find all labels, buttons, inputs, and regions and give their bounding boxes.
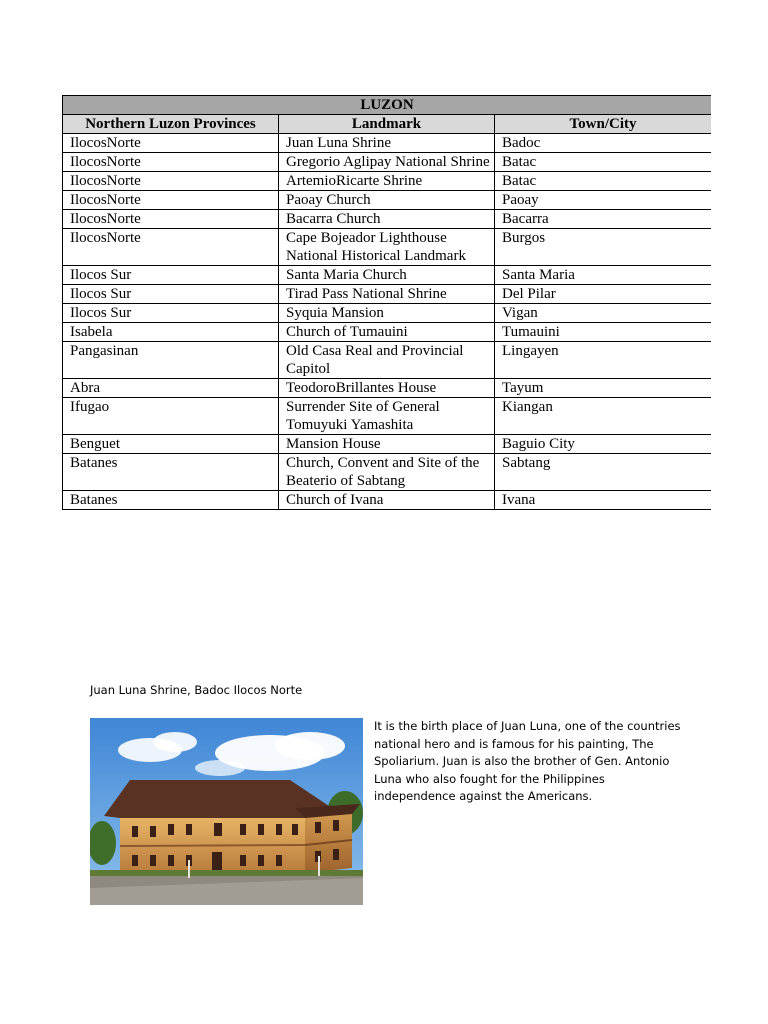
cell-province: Batanes [63, 491, 279, 510]
cell-town: Baguio City [495, 435, 712, 454]
cell-province: Isabela [63, 323, 279, 342]
column-header-town: Town/City [495, 115, 712, 134]
cell-town: Lingayen [495, 342, 712, 379]
table-row [63, 285, 712, 304]
cell-landmark: Church of Ivana [279, 491, 495, 510]
cell-town: Ivana [495, 491, 712, 510]
cell-landmark: Tirad Pass National Shrine [279, 285, 495, 304]
landmarks-table [62, 95, 711, 510]
table-row [63, 342, 712, 379]
cell-landmark: Juan Luna Shrine [279, 134, 495, 153]
cell-landmark: Gregorio Aglipay National Shrine [279, 153, 495, 172]
column-header-landmark: Landmark [279, 115, 495, 134]
table-row [63, 191, 712, 210]
cell-province: Pangasinan [63, 342, 279, 379]
table-row [63, 210, 712, 229]
column-header-province: Northern Luzon Provinces [63, 115, 279, 134]
cell-province: Ifugao [63, 398, 279, 435]
table-row [63, 379, 712, 398]
cell-province: Batanes [63, 454, 279, 491]
cell-town: Burgos [495, 229, 712, 266]
cell-landmark: Church of Tumauini [279, 323, 495, 342]
cell-province: IlocosNorte [63, 191, 279, 210]
cell-landmark: Santa Maria Church [279, 266, 495, 285]
cell-province: IlocosNorte [63, 210, 279, 229]
table-row [63, 172, 712, 191]
cell-town: Sabtang [495, 454, 712, 491]
landmarks-table-container [62, 95, 711, 525]
table-row [63, 454, 712, 491]
cell-town: Batac [495, 172, 712, 191]
table-body [63, 134, 712, 510]
photo-caption: Juan Luna Shrine, Badoc Ilocos Norte [90, 683, 303, 697]
cell-town: Santa Maria [495, 266, 712, 285]
cell-landmark: ArtemioRicarte Shrine [279, 172, 495, 191]
cell-province: Abra [63, 379, 279, 398]
cell-town: Kiangan [495, 398, 712, 435]
cell-town: Vigan [495, 304, 712, 323]
table-row [63, 229, 712, 266]
cell-town: Batac [495, 153, 712, 172]
cell-landmark: Church, Convent and Site of the Beaterio of Sabtang [279, 454, 495, 491]
table-row [63, 134, 712, 153]
cell-landmark: Cape Bojeador Lighthouse National Historical Landmark [279, 229, 495, 266]
table-row [63, 153, 712, 172]
table-row [63, 491, 712, 510]
cell-province: Ilocos Sur [63, 304, 279, 323]
cell-province: Ilocos Sur [63, 285, 279, 304]
table-header-row [63, 115, 712, 134]
cell-town: Paoay [495, 191, 712, 210]
table-title-row [63, 96, 712, 115]
cell-landmark: Old Casa Real and Provincial Capitol [279, 342, 495, 379]
table-row [63, 398, 712, 435]
cell-province: IlocosNorte [63, 153, 279, 172]
cell-town: Del Pilar [495, 285, 712, 304]
cell-landmark: Mansion House [279, 435, 495, 454]
cell-landmark: Syquia Mansion [279, 304, 495, 323]
cell-province: IlocosNorte [63, 229, 279, 266]
cell-landmark: Paoay Church [279, 191, 495, 210]
table-row [63, 323, 712, 342]
table-row [63, 266, 712, 285]
cell-town: Bacarra [495, 210, 712, 229]
cell-province: Benguet [63, 435, 279, 454]
cell-province: Ilocos Sur [63, 266, 279, 285]
cell-town: Tumauini [495, 323, 712, 342]
cell-town: Tayum [495, 379, 712, 398]
table-title: LUZON [63, 96, 712, 115]
cell-town: Badoc [495, 134, 712, 153]
cell-landmark: Surrender Site of General Tomuyuki Yamashita [279, 398, 495, 435]
table-row [63, 435, 712, 454]
cell-landmark: TeodoroBrillantes House [279, 379, 495, 398]
juan-luna-shrine-photo [90, 718, 363, 905]
table-row [63, 304, 712, 323]
shrine-description: It is the birth place of Juan Luna, one of the countries national hero and is famous for his painting, The Spoliarium. Juan is also the brother of Gen. Antonio Luna who also fought for the Philippines independence against the Americans. [374, 719, 681, 803]
cell-province: IlocosNorte [63, 134, 279, 153]
cell-province: IlocosNorte [63, 172, 279, 191]
cell-landmark: Bacarra Church [279, 210, 495, 229]
